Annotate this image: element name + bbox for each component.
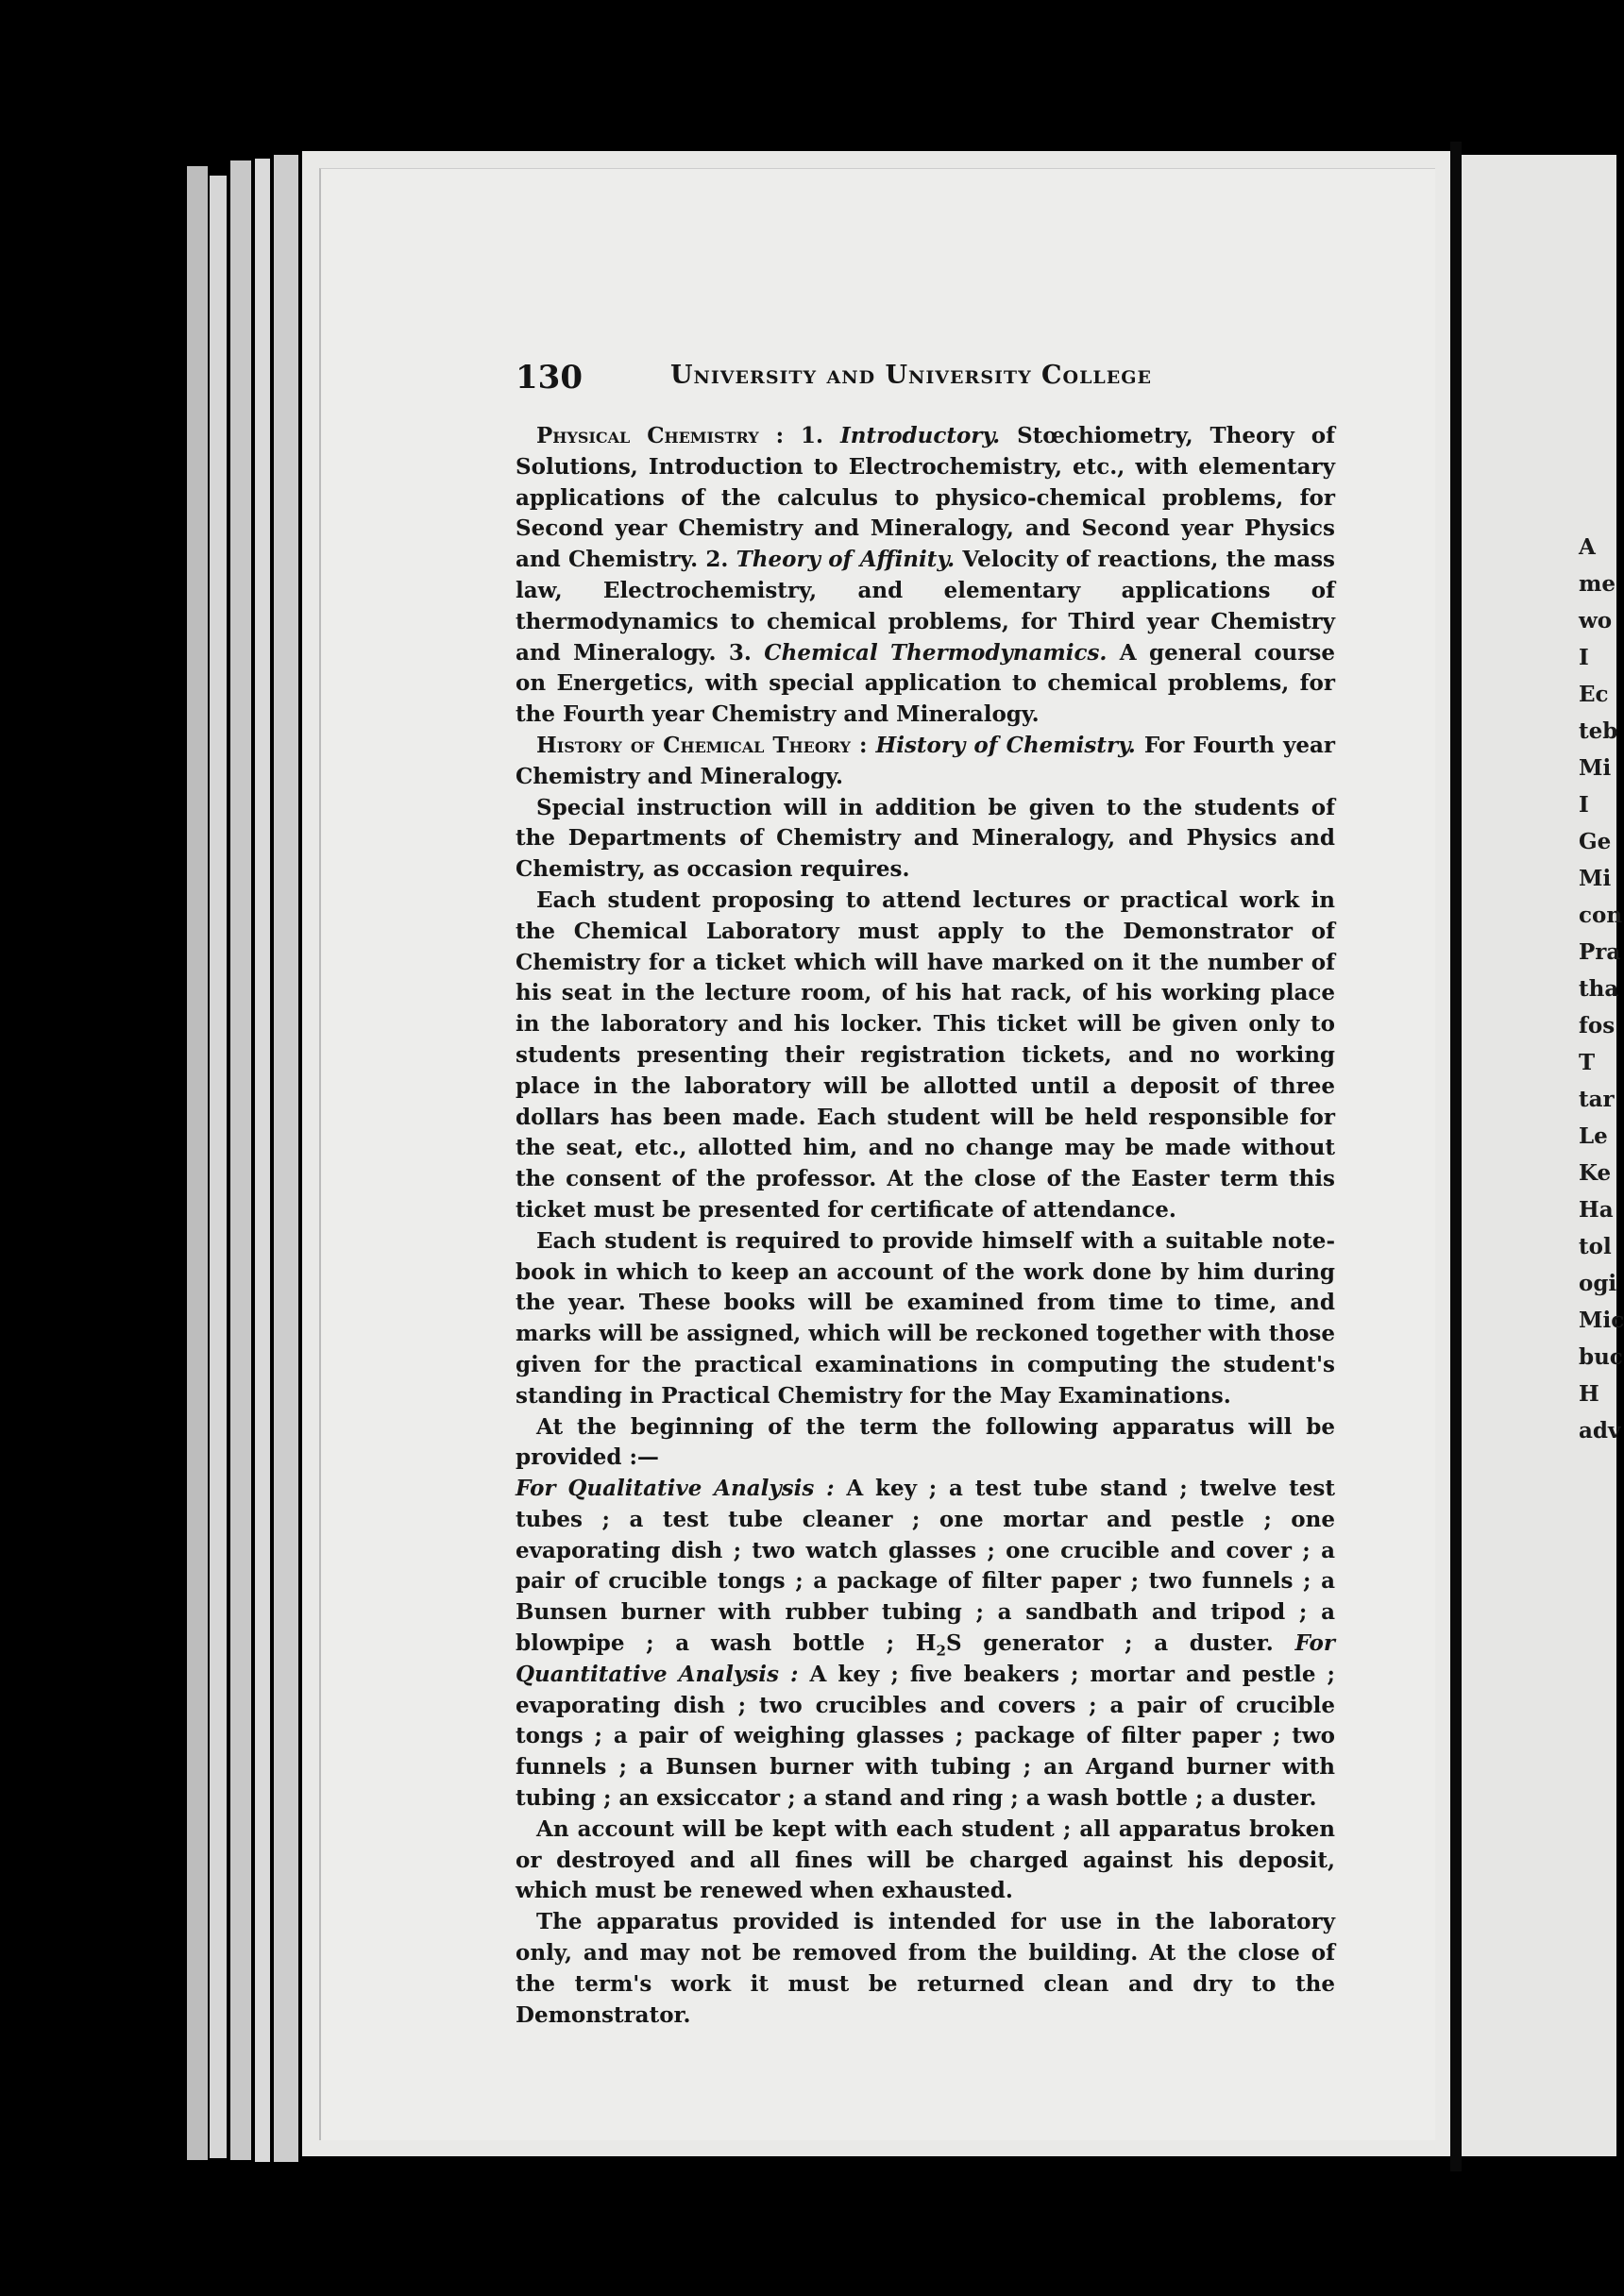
paragraph-apparatus <box>516 1412 1335 1815</box>
right-page-fragment: I <box>1579 645 1589 670</box>
italic-run: History of Chemistry. <box>875 732 1136 758</box>
text-run: For Fourth year Chemistry and Mineralogy. <box>516 732 1335 789</box>
right-page-fragment: Mic <box>1579 1308 1624 1333</box>
page-edge <box>230 160 251 2160</box>
right-page-text-fragments <box>1579 529 1624 1449</box>
right-page-fragment: con <box>1579 903 1623 928</box>
italic-run: For Qualitative Analysis : <box>516 1476 835 1502</box>
text-run: A key ; a test tube stand ; twelve test tubes ; a test tube cleaner ; one mortar and pestle ; one evaporating dish ; two watch glasses ; one crucible and cover ; a pair of crucible tongs ; a package of filter paper ; two funnels ; a Bunsen burner with rubber tubing ; a sandbath and tripod ; a blowpipe ; a wash bottle ; H <box>516 1476 1335 1657</box>
text-run: A key ; five beakers ; mortar and pestle ; evaporating dish ; two crucibles and covers ; a pair of crucible tongs ; a pair of weighing glasses ; package of filter paper ; two funnels ; a Bunsen burner with tubing ; an Argand burner with tubing ; an exsiccator ; a stand and ring ; a wash bottle ; a duster. <box>516 1661 1335 1812</box>
paragraph-apparatus-return: The apparatus provided is intended for use in the laboratory only, and may not be removed from the building. At the close of the term's work it must be returned clean and dry to the Demonstrator. <box>516 1909 1335 2028</box>
right-page-fragment: Ha <box>1579 1197 1614 1223</box>
right-page-fragment: teb <box>1579 718 1618 744</box>
text-run: 1. <box>784 423 840 448</box>
paragraph-account: An account will be kept with each student ; all apparatus broken or destroyed and all fines will be charged against his deposit, which must be renewed when exhausted. <box>516 1815 1335 1904</box>
right-page-fragment: T <box>1579 1050 1596 1075</box>
page-edge <box>255 159 270 2162</box>
page-edge <box>274 155 298 2162</box>
page-edge <box>210 176 227 2158</box>
right-page-fragment: Ke <box>1579 1160 1612 1186</box>
text-run: At the beginning of the term the following apparatus will be provided :— <box>516 1413 1335 1471</box>
right-page-fragment: me <box>1579 571 1616 597</box>
right-page-fragment: I <box>1579 792 1589 818</box>
right-page-fragment: Mi <box>1579 866 1612 891</box>
running-head: University and University College <box>670 361 1152 390</box>
right-page-fragment: adv <box>1579 1418 1621 1443</box>
right-page-fragment: H <box>1579 1381 1599 1407</box>
paragraph-physical-chemistry <box>516 421 1335 731</box>
right-page-fragment: buc <box>1579 1344 1623 1370</box>
italic-run: Introductory. <box>839 423 1001 448</box>
body-text <box>516 421 1335 2031</box>
page-number: 130 <box>516 359 583 397</box>
page-edge <box>187 166 208 2160</box>
page-header <box>516 351 1233 398</box>
paragraph-history <box>516 731 1335 793</box>
right-page-fragment: Mi <box>1579 755 1612 781</box>
italic-run: Chemical Thermodynamics. <box>764 639 1108 666</box>
right-page-fragment: Pra <box>1579 939 1621 965</box>
paragraph-note-book: Each student is required to provide himself with a suitable note-book in which to keep an account of the work done by him during the year. These books will be examined from time to time, and marks will be assigned, which will be reckoned together with those given for the practical examinations in computing the student's standing in Practical Chemistry for the May Examinations. <box>516 1227 1335 1409</box>
right-page-fragment: ogi <box>1579 1271 1617 1296</box>
right-page-fragment: A <box>1579 534 1596 560</box>
text-run: S generator ; a duster. <box>945 1630 1295 1657</box>
text-run: A general course on Energetics, with special application to chemical problems, for the Fourth year Chemistry and Mineralogy. <box>516 639 1335 728</box>
right-page-fragment: tha <box>1579 976 1619 1002</box>
text-run: Stœchiometry, Theory of Solutions, Introduction to Electrochemistry, etc., with elementary applications of the calculus to physico-chemical problems, for Second year Chemistry and Mineralogy, and Second year Physics and Chemistry. 2. <box>516 423 1335 573</box>
right-page-fragment: tar <box>1579 1087 1615 1112</box>
book-gutter <box>1450 142 1462 2171</box>
right-page-fragment: tol <box>1579 1234 1612 1259</box>
italic-run: For Quantitative Analysis : <box>516 1630 1335 1687</box>
right-page-fragment: Le <box>1579 1123 1608 1149</box>
italic-run: Theory of Affinity. <box>736 547 956 573</box>
section-heading: Physical Chemistry : <box>536 423 785 448</box>
text-run: Velocity of reactions, the mass law, Electrochemistry, and elementary applications of thermodynamics to chemical problems, for Third year Chemistry and Mineralogy. 3. <box>516 547 1336 666</box>
right-page-fragment: wo <box>1579 608 1613 633</box>
section-heading: History of Chemical Theory : <box>536 732 868 758</box>
subscript: 2 <box>936 1642 946 1660</box>
paragraph-special-instruction: Special instruction will in addition be given to the students of the Departments of Chemistry and Mineralogy, and Physics and Chemistry, as occasion requires. <box>516 794 1335 883</box>
right-page-fragment: fos <box>1579 1013 1616 1038</box>
right-page-fragment: Ec <box>1579 682 1609 707</box>
paragraph-laboratory-ticket: Each student proposing to attend lectures or practical work in the Chemical Laboratory must apply to the Demonstrator of Chemistry for a ticket which will have marked on it the number of his seat in the lecture room, of his hat rack, of his working place in the laboratory and his locker. This ticket will be given only to students presenting their registration tickets, and no working place in the laboratory will be allotted until a deposit of three dollars has been made. Each student will be held responsible for the seat, etc., allotted him, and no change may be made without the consent of the professor. At the close of the Easter term this ticket must be presented for certificate of attendance. <box>516 886 1335 1223</box>
right-page-fragment: Ge <box>1579 829 1612 854</box>
